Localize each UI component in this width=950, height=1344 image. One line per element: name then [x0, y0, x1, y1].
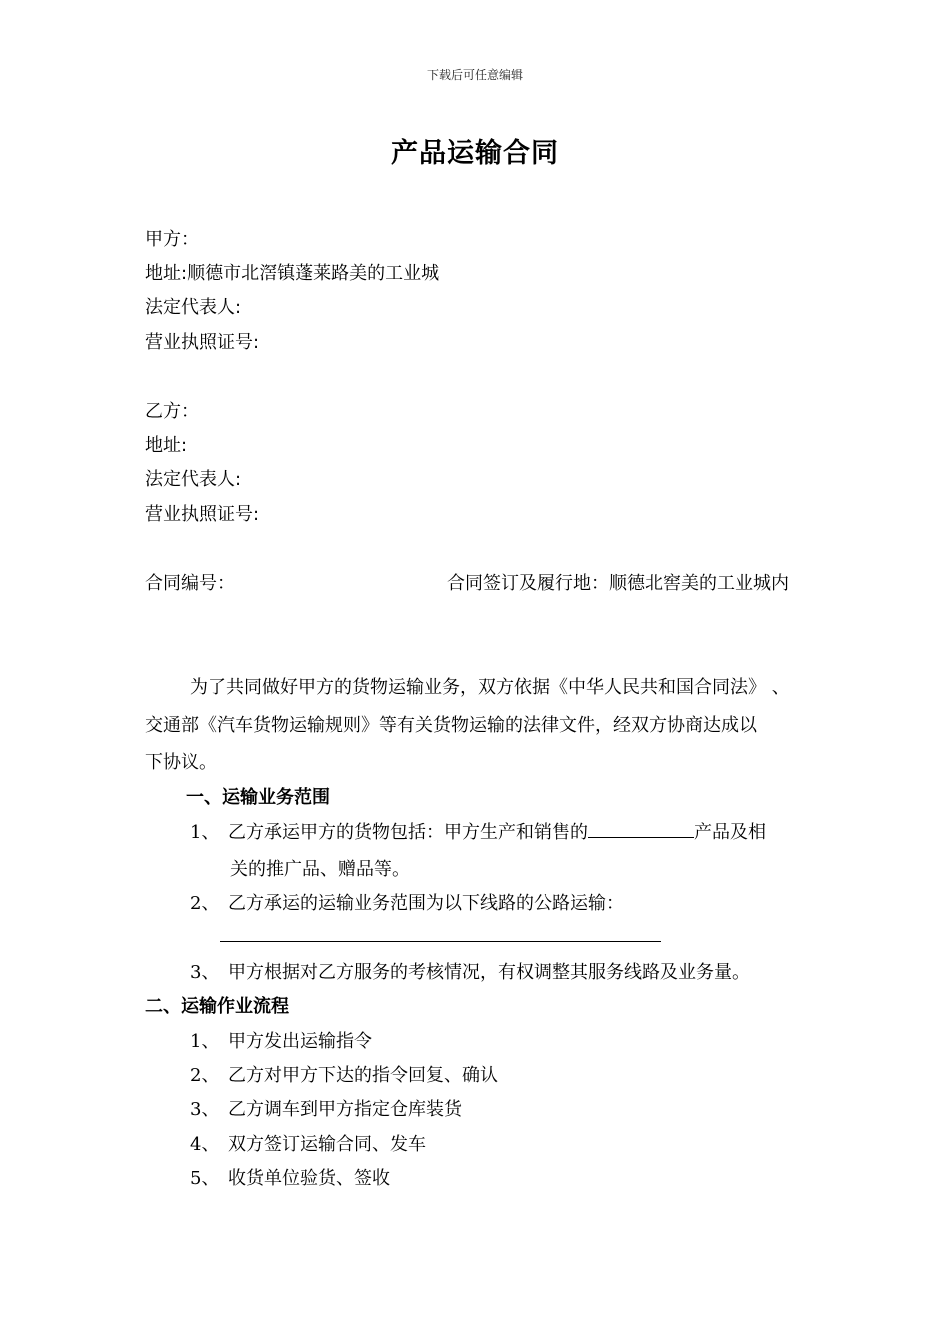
intro-line-1: 为了共同做好甲方的货物运输业务，双方依据《中华人民共和国合同法》 、: [190, 677, 790, 698]
document-title: 产品运输合同: [391, 138, 559, 169]
intro-line-2: 交通部《汽车货物运输规则》等有关货物运输的法律文件，经双方协商达成以: [145, 715, 757, 736]
party-a-legal-rep: 法定代表人:: [145, 297, 242, 318]
item-text: 乙方承运甲方的货物包括：甲方生产和销售的: [228, 822, 588, 843]
section-1-item-3: [190, 958, 750, 984]
section-1-item-1: [190, 818, 766, 844]
party-a-label: 甲方：: [145, 229, 199, 250]
party-b-legal-rep: 法定代表人:: [145, 469, 242, 490]
item-number: 1、: [190, 1031, 220, 1052]
item-number: 5、: [190, 1168, 220, 1189]
route-blank-line: [220, 941, 661, 942]
item-number: 4、: [190, 1134, 220, 1155]
item-text: 双方签订运输合同、发车: [228, 1134, 426, 1155]
product-blank: [588, 821, 694, 838]
item-text: 乙方对甲方下达的指令回复、确认: [228, 1065, 498, 1086]
section-1-heading: 一、运输业务范围: [186, 787, 330, 808]
section-2-heading: 二、运输作业流程: [145, 996, 289, 1017]
header-note: 下载后可任意编辑: [426, 68, 523, 82]
item-text: 乙方调车到甲方指定仓库装货: [228, 1099, 462, 1120]
item-number: 2、: [190, 893, 220, 914]
item-number: 1、: [190, 822, 220, 843]
item-text: 甲方发出运输指令: [228, 1031, 372, 1052]
item-text-cont: 产品及相: [694, 822, 766, 843]
item-text: 收货单位验货、签收: [228, 1168, 390, 1189]
party-b-label: 乙方：: [145, 401, 199, 422]
contract-number-label: 合同编号：: [145, 573, 235, 594]
item-number: 3、: [190, 962, 220, 983]
item-text: 乙方承运的运输业务范围为以下线路的公路运输：: [228, 893, 624, 914]
section-2-item: [190, 1095, 462, 1121]
item-text: 甲方根据对乙方服务的考核情况，有权调整其服务线路及业务量。: [228, 962, 750, 983]
party-a-license: 营业执照证号:: [145, 332, 260, 353]
sign-place: 合同签订及履行地：顺德北窖美的工业城内: [447, 573, 789, 594]
intro-line-3: 下协议。: [145, 752, 217, 773]
section-1-item-2: [190, 889, 624, 915]
section-2-item: [190, 1164, 390, 1190]
item-number: 3、: [190, 1099, 220, 1120]
party-b-license: 营业执照证号:: [145, 504, 260, 525]
item-number: 2、: [190, 1065, 220, 1086]
section-2-item: [190, 1130, 426, 1156]
section-1-item-1-cont: 关的推广品、赠品等。: [230, 859, 410, 880]
party-a-address: 地址:顺德市北滘镇蓬莱路美的工业城: [145, 263, 440, 284]
section-2-item: [190, 1061, 498, 1087]
party-b-address: 地址:: [145, 435, 188, 456]
section-2-item: [190, 1027, 372, 1053]
